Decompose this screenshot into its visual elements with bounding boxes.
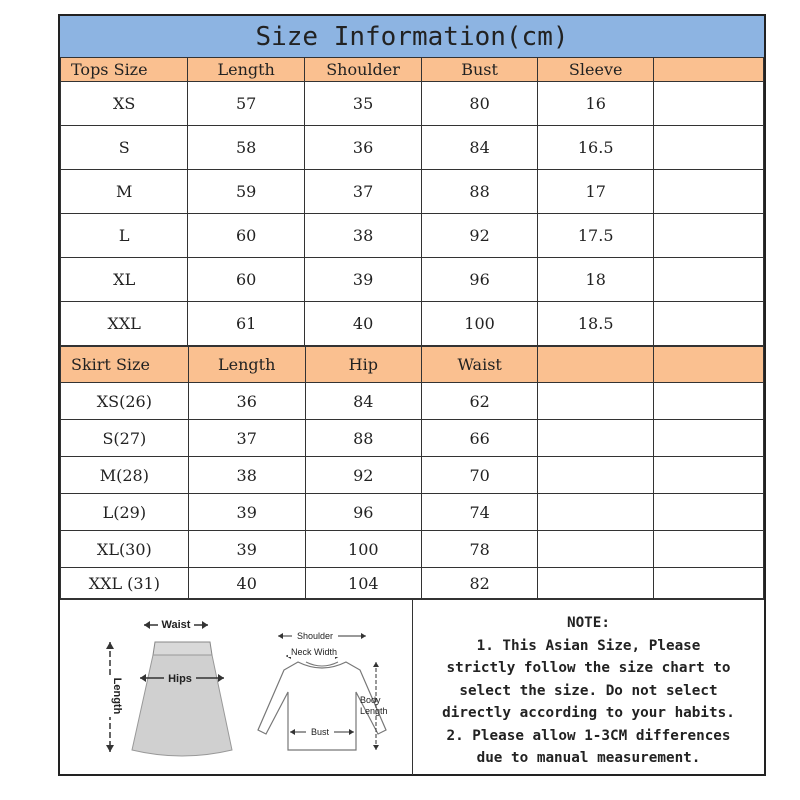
body-length-label-line1: Body bbox=[360, 695, 381, 705]
table-cell: 37 bbox=[188, 420, 305, 457]
hips-label: Hips bbox=[168, 673, 192, 685]
table-cell: 16 bbox=[537, 82, 653, 126]
skirt-header-row bbox=[61, 347, 764, 383]
table-cell: 100 bbox=[305, 531, 421, 568]
table-cell: 78 bbox=[421, 531, 538, 568]
header-cell: Skirt Size bbox=[61, 347, 189, 383]
table-cell bbox=[654, 214, 764, 258]
table-cell: 38 bbox=[188, 457, 305, 494]
table-cell: 17.5 bbox=[537, 214, 653, 258]
table-cell: 40 bbox=[188, 568, 305, 599]
size-chart bbox=[58, 14, 766, 776]
table-cell: 57 bbox=[188, 82, 305, 126]
table-row bbox=[61, 457, 764, 494]
table-cell bbox=[538, 568, 653, 599]
table-cell bbox=[538, 494, 653, 531]
table-cell: 38 bbox=[304, 214, 421, 258]
table-cell: 84 bbox=[422, 126, 538, 170]
table-cell: 60 bbox=[188, 214, 305, 258]
table-row bbox=[61, 383, 764, 420]
header-cell bbox=[654, 58, 764, 82]
table-row bbox=[61, 494, 764, 531]
table-cell: 82 bbox=[421, 568, 538, 599]
table-row bbox=[61, 214, 764, 258]
table-cell: 18 bbox=[537, 258, 653, 302]
header-cell: Length bbox=[188, 58, 305, 82]
measurement-diagram bbox=[60, 600, 413, 775]
table-cell: XL bbox=[61, 258, 188, 302]
table-cell bbox=[654, 258, 764, 302]
table-cell: 61 bbox=[188, 302, 305, 346]
body-length-label-line2: Length bbox=[360, 706, 388, 716]
table-cell: 70 bbox=[421, 457, 538, 494]
table-cell: XXL (31) bbox=[61, 568, 189, 599]
bust-label: Bust bbox=[310, 727, 330, 737]
table-cell bbox=[653, 568, 763, 599]
table-cell: 18.5 bbox=[537, 302, 653, 346]
table-cell bbox=[654, 126, 764, 170]
table-cell: XL(30) bbox=[61, 531, 189, 568]
table-row bbox=[61, 170, 764, 214]
table-cell bbox=[654, 82, 764, 126]
measurement-illustration bbox=[60, 600, 412, 775]
note-line: directly according to your habits. bbox=[442, 705, 735, 721]
waist-label: Waist bbox=[161, 619, 191, 631]
note-line: select the size. Do not select bbox=[459, 682, 718, 699]
table-cell: 39 bbox=[304, 258, 421, 302]
header-cell: Bust bbox=[422, 58, 538, 82]
table-cell: XS bbox=[61, 82, 188, 126]
table-cell bbox=[538, 383, 653, 420]
table-cell: 104 bbox=[305, 568, 421, 599]
table-cell: M bbox=[61, 170, 188, 214]
table-cell: M(28) bbox=[61, 457, 189, 494]
table-cell bbox=[538, 531, 653, 568]
table-cell: 40 bbox=[304, 302, 421, 346]
table-row bbox=[61, 82, 764, 126]
table-cell bbox=[538, 420, 653, 457]
table-cell: 92 bbox=[422, 214, 538, 258]
table-cell: 36 bbox=[188, 383, 305, 420]
chart-title: Size Information(cm) bbox=[60, 16, 764, 58]
header-cell: Sleeve bbox=[537, 58, 653, 82]
header-cell: Waist bbox=[421, 347, 538, 383]
table-row bbox=[61, 258, 764, 302]
table-cell: XS(26) bbox=[61, 383, 189, 420]
table-cell bbox=[654, 170, 764, 214]
table-cell: 74 bbox=[421, 494, 538, 531]
table-cell: 92 bbox=[305, 457, 421, 494]
table-row bbox=[61, 531, 764, 568]
table-cell: L bbox=[61, 214, 188, 258]
header-cell: Tops Size bbox=[61, 58, 188, 82]
table-cell bbox=[653, 457, 763, 494]
table-cell: 39 bbox=[188, 494, 305, 531]
table-cell: 100 bbox=[422, 302, 538, 346]
table-cell bbox=[653, 494, 763, 531]
table-cell: 96 bbox=[305, 494, 421, 531]
table-cell: 37 bbox=[304, 170, 421, 214]
table-row bbox=[61, 302, 764, 346]
tops-header-row bbox=[61, 58, 764, 82]
table-cell: 16.5 bbox=[537, 126, 653, 170]
table-cell: 17 bbox=[537, 170, 653, 214]
table-cell bbox=[653, 531, 763, 568]
table-cell: 84 bbox=[305, 383, 421, 420]
top-illustration bbox=[258, 629, 388, 750]
table-cell: XXL bbox=[61, 302, 188, 346]
header-cell bbox=[653, 347, 763, 383]
note-line: 1. This Asian Size, Please bbox=[476, 637, 701, 654]
table-cell: L(29) bbox=[61, 494, 189, 531]
table-cell: 39 bbox=[188, 531, 305, 568]
table-row bbox=[61, 568, 764, 599]
bottom-section bbox=[60, 599, 764, 775]
header-cell: Shoulder bbox=[304, 58, 421, 82]
shoulder-label: Shoulder bbox=[296, 631, 334, 641]
table-row bbox=[61, 126, 764, 170]
table-cell: S bbox=[61, 126, 188, 170]
table-cell: 58 bbox=[188, 126, 305, 170]
table-cell: 80 bbox=[422, 82, 538, 126]
table-cell bbox=[653, 383, 763, 420]
table-cell: 62 bbox=[421, 383, 538, 420]
table-cell: 88 bbox=[422, 170, 538, 214]
table-cell: 60 bbox=[188, 258, 305, 302]
tops-size-table bbox=[60, 57, 764, 346]
table-cell: S(27) bbox=[61, 420, 189, 457]
table-cell bbox=[538, 457, 653, 494]
skirt-size-table bbox=[60, 346, 764, 599]
table-cell: 36 bbox=[304, 126, 421, 170]
skirt-illustration bbox=[102, 617, 232, 756]
length-label: Length bbox=[111, 677, 123, 715]
table-cell: 66 bbox=[421, 420, 538, 457]
note-line: due to manual measurement. bbox=[476, 750, 701, 766]
note-panel bbox=[413, 600, 764, 775]
table-cell: 96 bbox=[422, 258, 538, 302]
header-cell: Hip bbox=[305, 347, 421, 383]
header-cell bbox=[538, 347, 653, 383]
table-cell: 35 bbox=[304, 82, 421, 126]
table-cell: 59 bbox=[188, 170, 305, 214]
note-line: strictly follow the size chart to bbox=[446, 660, 731, 676]
neck-width-label: Neck Width bbox=[290, 647, 338, 657]
header-cell: Length bbox=[188, 347, 305, 383]
table-cell bbox=[653, 420, 763, 457]
note-heading: NOTE: bbox=[566, 615, 611, 631]
table-row bbox=[61, 420, 764, 457]
table-cell bbox=[654, 302, 764, 346]
table-cell: 88 bbox=[305, 420, 421, 457]
note-line: 2. Please allow 1-3CM differences bbox=[446, 727, 731, 744]
